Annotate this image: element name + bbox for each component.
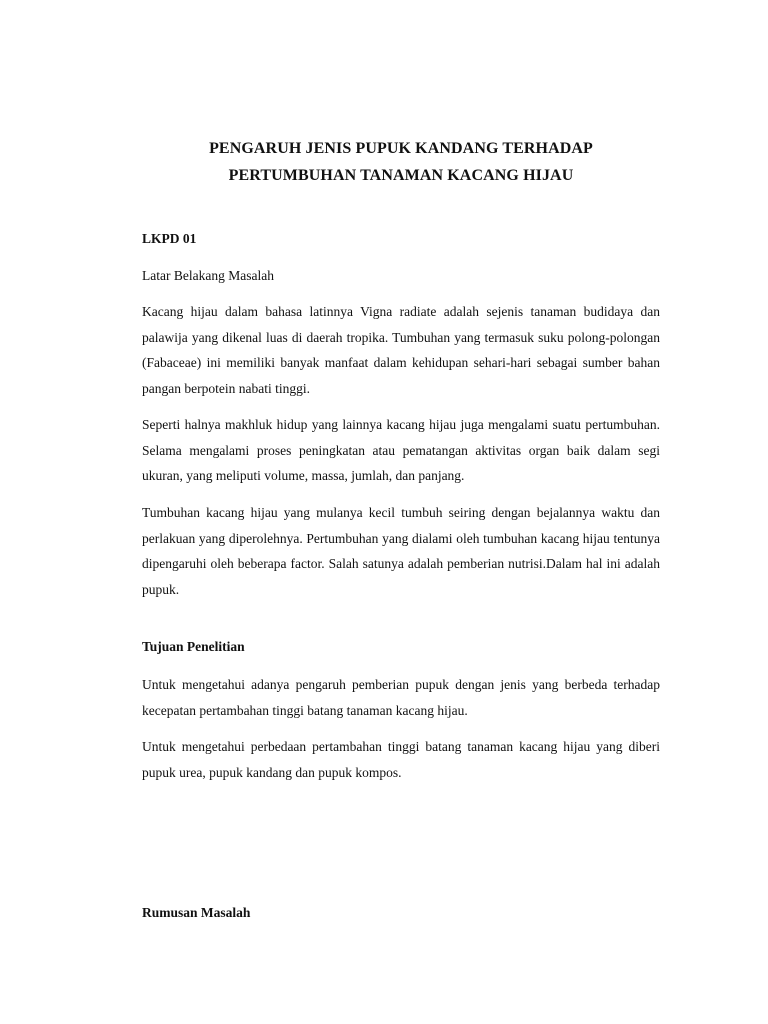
document-title-line-1: PENGARUH JENIS PUPUK KANDANG TERHADAP [209, 140, 593, 157]
objective-paragraph-1: Untuk mengetahui adanya pengaruh pemberian pupuk dengan jenis yang berbeda terhadap kecepatan pertambahan tinggi batang tanaman kacang hijau. [142, 677, 660, 718]
problem-heading: Rumusan Masalah [142, 905, 251, 920]
document-page [142, 0, 660, 1024]
background-paragraph-1: Kacang hijau dalam bahasa latinnya Vigna radiate adalah sejenis tanaman budidaya dan palawija yang dikenal luas di daerah tropika. Tumbuhan yang termasuk suku polong-polongan (Fabaceae) ini memiliki banyak manfaat dalam kehidupan sehari-hari sebagai sumber bahan pangan berpotein nabati tinggi. [142, 304, 660, 396]
objective-paragraph-2: Untuk mengetahui perbedaan pertambahan tinggi batang tanaman kacang hijau yang diberi pupuk urea, pupuk kandang dan pupuk kompos. [142, 739, 660, 780]
background-heading: Latar Belakang Masalah [142, 268, 274, 283]
background-paragraph-2: Seperti halnya makhluk hidup yang lainnya kacang hijau juga mengalami suatu pertumbuhan. Selama mengalami proses peningkatan atau pematangan aktivitas organ baik dalam segi ukuran, yang meliputi volume, massa, jumlah, dan panjang. [142, 417, 660, 483]
objective-heading: Tujuan Penelitian [142, 639, 245, 654]
background-paragraph-3: Tumbuhan kacang hijau yang mulanya kecil tumbuh seiring dengan bejalannya waktu dan perlakuan yang diperolehnya. Pertumbuhan yang dialami oleh tumbuhan kacang hijau tentunya dipengaruhi oleh beberapa factor. Salah satunya adalah pemberian nutrisi.Dalam hal ini adalah pupuk. [142, 505, 660, 597]
document-title-line-2: PERTUMBUHAN TANAMAN KACANG HIJAU [228, 167, 574, 184]
document-code: LKPD 01 [142, 231, 197, 246]
